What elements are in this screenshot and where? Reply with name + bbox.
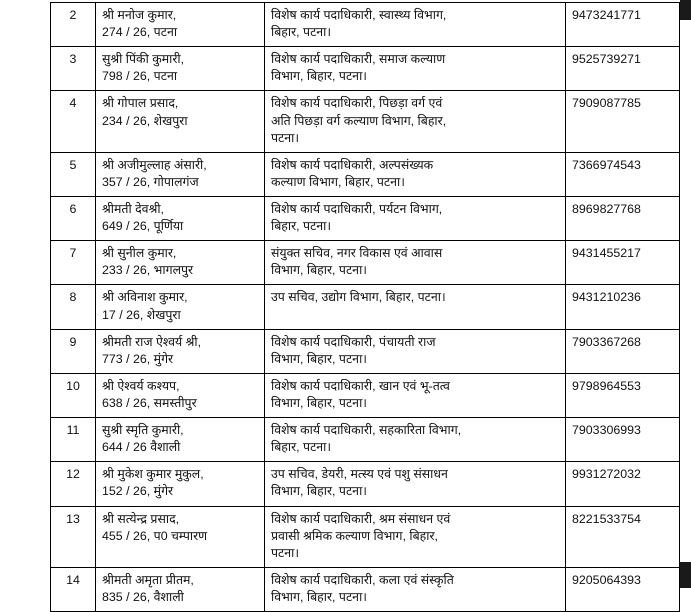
name-line-2: 152 / 26, मुंगेर	[102, 484, 174, 499]
cell-name	[96, 462, 265, 506]
cell-name	[96, 47, 265, 91]
dept-line-1: विशेष कार्य पदाधिकारी, सहकारिता विभाग,	[271, 423, 462, 438]
dept-line-1: विशेष कार्य पदाधिकारी, कला एवं संस्कृति	[271, 572, 454, 587]
name-line-2: 17 / 26, शेखपुरा	[102, 307, 181, 322]
name-line-2: 649 / 26, पूर्णिया	[102, 219, 184, 234]
dept-line-1: विशेष कार्य पदाधिकारी, पंचायती राज	[271, 334, 436, 349]
dept-line-1: विशेष कार्य पदाधिकारी, श्रम संसाधन एवं	[271, 511, 451, 526]
cell-department	[265, 3, 566, 47]
name-line-1: श्री मुकेश कुमार मुकुल,	[102, 467, 204, 482]
name-line-1: श्रीमती राज ऐश्वर्य श्री,	[102, 334, 202, 349]
cell-serial: 2	[51, 3, 96, 47]
name-line-2: 638 / 26, समस्तीपुर	[102, 395, 197, 410]
cell-department	[265, 567, 566, 611]
dept-line-1: विशेष कार्य पदाधिकारी, अल्पसंख्यक	[271, 157, 434, 172]
dept-line-1: उप सचिव, डेयरी, मत्स्य एवं पशु संसाधन	[271, 467, 448, 482]
dept-line-1: विशेष कार्य पदाधिकारी, पिछड़ा वर्ग एवं	[271, 96, 443, 111]
cell-phone: 9798964553	[566, 373, 680, 417]
dept-line-2: विभाग, बिहार, पटना।	[271, 395, 367, 410]
name-line-2: 835 / 26, वैशाली	[102, 589, 184, 604]
cell-department	[265, 329, 566, 373]
name-line-1: श्री अविनाश कुमार,	[102, 290, 188, 305]
dept-line-1: उप सचिव, उद्योग विभाग, बिहार, पटना।	[271, 290, 446, 305]
cell-serial: 11	[51, 418, 96, 462]
table-row	[51, 152, 680, 196]
name-line-2: 773 / 26, मुंगेर	[102, 351, 174, 366]
cell-serial: 14	[51, 567, 96, 611]
cell-department	[265, 462, 566, 506]
cell-phone: 7366974543	[566, 152, 680, 196]
table-row	[51, 285, 680, 329]
name-line-2: 455 / 26, प0 चम्पारण	[102, 528, 208, 543]
name-line-2: 798 / 26, पटना	[102, 69, 178, 84]
table-row	[51, 241, 680, 285]
page-left-margin	[0, 0, 14, 588]
cell-department	[265, 47, 566, 91]
cell-serial: 4	[51, 91, 96, 152]
cell-name	[96, 567, 265, 611]
cell-phone: 7903367268	[566, 329, 680, 373]
table-row	[51, 47, 680, 91]
dept-line-1: विशेष कार्य पदाधिकारी, पर्यटन विभाग,	[271, 201, 443, 216]
cell-phone: 7903306993	[566, 418, 680, 462]
table-row	[51, 462, 680, 506]
cell-department	[265, 506, 566, 567]
cell-phone: 9431455217	[566, 241, 680, 285]
name-line-1: श्री मनोज कुमार,	[102, 8, 177, 22]
cell-serial: 9	[51, 329, 96, 373]
cell-name	[96, 196, 265, 240]
cell-name	[96, 285, 265, 329]
cell-serial: 8	[51, 285, 96, 329]
cell-serial: 10	[51, 373, 96, 417]
cell-department	[265, 373, 566, 417]
dept-line-1: विशेष कार्य पदाधिकारी, समाज कल्याण	[271, 52, 446, 67]
cell-department	[265, 152, 566, 196]
name-line-1: सुश्री पिंकी कुमारी,	[102, 52, 185, 67]
dept-line-1: विशेष कार्य पदाधिकारी, खान एवं भू-तत्व	[271, 378, 450, 393]
name-line-2: 644 / 26 वैशाली	[102, 440, 181, 455]
dept-line-3: पटना।	[271, 130, 300, 145]
dept-line-2: बिहार, पटना।	[271, 440, 332, 455]
cell-name	[96, 418, 265, 462]
cell-phone: 9931272032	[566, 462, 680, 506]
cell-name	[96, 373, 265, 417]
name-line-1: श्री गोपाल प्रसाद,	[102, 96, 179, 111]
cell-serial: 13	[51, 506, 96, 567]
dept-line-1: विशेष कार्य पदाधिकारी, स्वास्थ्य विभाग,	[271, 8, 447, 22]
dept-line-2: बिहार, पटना।	[271, 219, 332, 234]
name-line-1: सुश्री स्मृति कुमारी,	[102, 423, 184, 438]
cell-phone: 8221533754	[566, 506, 680, 567]
cell-phone: 7909087785	[566, 91, 680, 152]
table-row	[51, 418, 680, 462]
cell-phone: 9525739271	[566, 47, 680, 91]
cell-name	[96, 152, 265, 196]
dept-line-1: संयुक्त सचिव, नगर विकास एवं आवास	[271, 246, 443, 261]
cell-name	[96, 506, 265, 567]
cell-phone: 9473241771	[566, 3, 680, 47]
name-line-1: श्री ऐश्वर्य कश्यप,	[102, 378, 180, 393]
dept-line-2: बिहार, पटना।	[271, 25, 332, 40]
dept-line-2: विभाग, बिहार, पटना।	[271, 484, 367, 499]
cell-name	[96, 241, 265, 285]
name-line-1: श्री अजीमुल्लाह अंसारी,	[102, 157, 207, 172]
dept-line-2: अति पिछड़ा वर्ग कल्याण विभाग, बिहार,	[271, 113, 447, 128]
dept-line-2: विभाग, बिहार, पटना।	[271, 263, 367, 278]
dept-line-2: विभाग, बिहार, पटना।	[271, 589, 367, 604]
table-row	[51, 373, 680, 417]
dept-line-3: पटना।	[271, 545, 300, 560]
cell-department	[265, 196, 566, 240]
name-line-2: 234 / 26, शेखपुरा	[102, 113, 188, 128]
cell-department	[265, 418, 566, 462]
cell-department	[265, 91, 566, 152]
table-row	[51, 506, 680, 567]
cell-department	[265, 241, 566, 285]
table-body	[51, 3, 680, 612]
name-line-2: 357 / 26, गोपालगंज	[102, 174, 199, 189]
cell-serial: 12	[51, 462, 96, 506]
table-row	[51, 567, 680, 611]
dept-line-2: विभाग, बिहार, पटना।	[271, 69, 367, 84]
table-row	[51, 329, 680, 373]
scan-artifact-bottom-right	[680, 562, 691, 588]
name-line-1: श्री सत्येन्द्र प्रसाद,	[102, 511, 180, 526]
cell-serial: 5	[51, 152, 96, 196]
cell-name	[96, 3, 265, 47]
cell-name	[96, 329, 265, 373]
dept-line-2: प्रवासी श्रमिक कल्याण विभाग, बिहार,	[271, 528, 438, 543]
name-line-2: 274 / 26, पटना	[102, 25, 178, 40]
name-line-1: श्री सुनील कुमार,	[102, 246, 177, 261]
cell-name	[96, 91, 265, 152]
dept-line-2: कल्याण विभाग, बिहार, पटना।	[271, 174, 405, 189]
dept-line-2: विभाग, बिहार, पटना।	[271, 351, 367, 366]
cell-department	[265, 285, 566, 329]
name-line-1: श्रीमती अमृता प्रीतम,	[102, 572, 194, 587]
cell-serial: 6	[51, 196, 96, 240]
cell-phone: 9205064393	[566, 567, 680, 611]
cell-serial: 3	[51, 47, 96, 91]
table-row	[51, 91, 680, 152]
name-line-2: 233 / 26, भागलपुर	[102, 263, 194, 278]
name-line-1: श्रीमती देवश्री,	[102, 201, 164, 216]
cell-serial: 7	[51, 241, 96, 285]
cell-phone: 8969827768	[566, 196, 680, 240]
table-row	[51, 3, 680, 47]
scan-artifact-top-right	[680, 0, 691, 20]
cell-phone: 9431210236	[566, 285, 680, 329]
officers-table	[50, 2, 680, 612]
table-row	[51, 196, 680, 240]
